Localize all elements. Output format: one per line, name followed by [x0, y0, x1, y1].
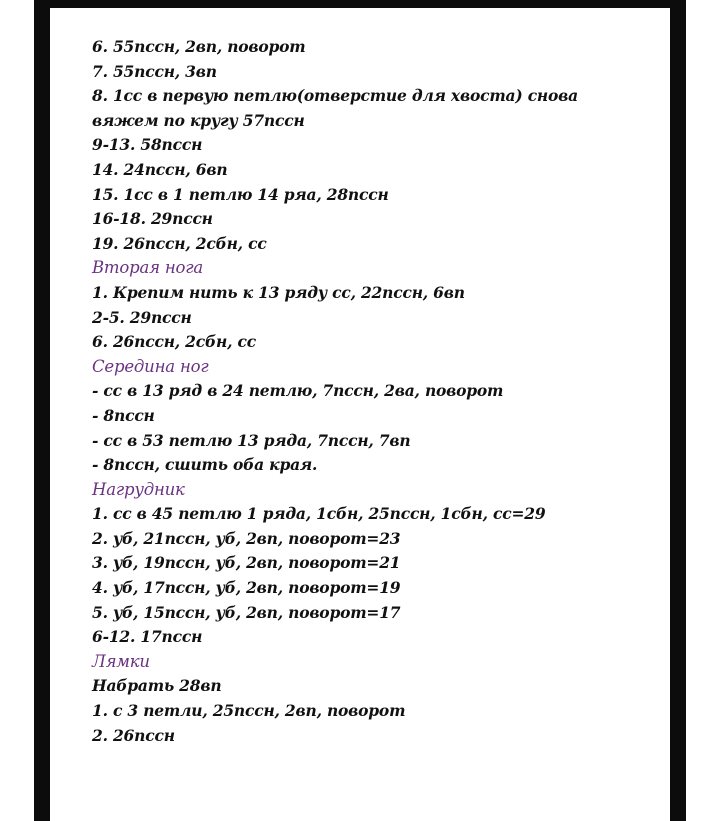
section-heading: Лямки: [92, 651, 150, 671]
pattern-row: 16-18. 29пссн: [92, 209, 213, 229]
pattern-row: 6. 26пссн, 2сбн, сс: [92, 332, 256, 352]
section-heading: Вторая нога: [92, 258, 204, 278]
pattern-row: - сс в 13 ряд в 24 петлю, 7пссн, 2ва, поворот: [92, 381, 504, 401]
pattern-row: - сс в 53 петлю 13 ряда, 7пссн, 7вп: [92, 430, 411, 450]
pattern-text: [92, 35, 652, 748]
pattern-row: 1. с 3 петли, 25пссн, 2вп, поворот: [92, 701, 406, 721]
pattern-row: 15. 1сс в 1 петлю 14 ряа, 28пссн: [92, 184, 389, 204]
pattern-row: 3. уб, 19пссн, уб, 2вп, поворот=21: [92, 553, 401, 573]
right-border: [670, 0, 686, 821]
pattern-row: 1. Крепим нить к 13 ряду сс, 22пссн, 6вп: [92, 282, 465, 302]
pattern-row: 2. 26пссн: [92, 725, 175, 745]
pattern-row: 8. 1сс в первую петлю(отверстие для хвоста) снова: [92, 86, 578, 106]
pattern-row: - 8пссн: [92, 405, 155, 425]
top-border: [34, 0, 686, 8]
section-heading: Середина ног: [92, 356, 209, 376]
pattern-row: 2. уб, 21пссн, уб, 2вп, поворот=23: [92, 528, 401, 548]
section-heading: Нагрудник: [92, 479, 185, 499]
pattern-row: вяжем по кругу 57пссн: [92, 110, 305, 130]
pattern-row: 14. 24пссн, 6вп: [92, 159, 228, 179]
pattern-row: 5. уб, 15пссн, уб, 2вп, поворот=17: [92, 602, 401, 622]
pattern-row: - 8пссн, сшить оба края.: [92, 455, 318, 475]
pattern-row: 2-5. 29пссн: [92, 307, 192, 327]
pattern-row: 7. 55пссн, 3вп: [92, 61, 217, 81]
pattern-row: 6-12. 17пссн: [92, 627, 203, 647]
pattern-row: 1. сс в 45 петлю 1 ряда, 1сбн, 25пссн, 1сбн, сс=29: [92, 504, 546, 524]
pattern-row: 6. 55пссн, 2вп, поворот: [92, 37, 306, 56]
pattern-row: Набрать 28вп: [92, 676, 222, 696]
pattern-row: 9-13. 58пссн: [92, 135, 203, 155]
pattern-row: 19. 26пссн, 2сбн, сс: [92, 233, 267, 253]
left-border: [34, 0, 50, 821]
document-sheet: [50, 8, 670, 821]
pattern-row: 4. уб, 17пссн, уб, 2вп, поворот=19: [92, 578, 401, 598]
